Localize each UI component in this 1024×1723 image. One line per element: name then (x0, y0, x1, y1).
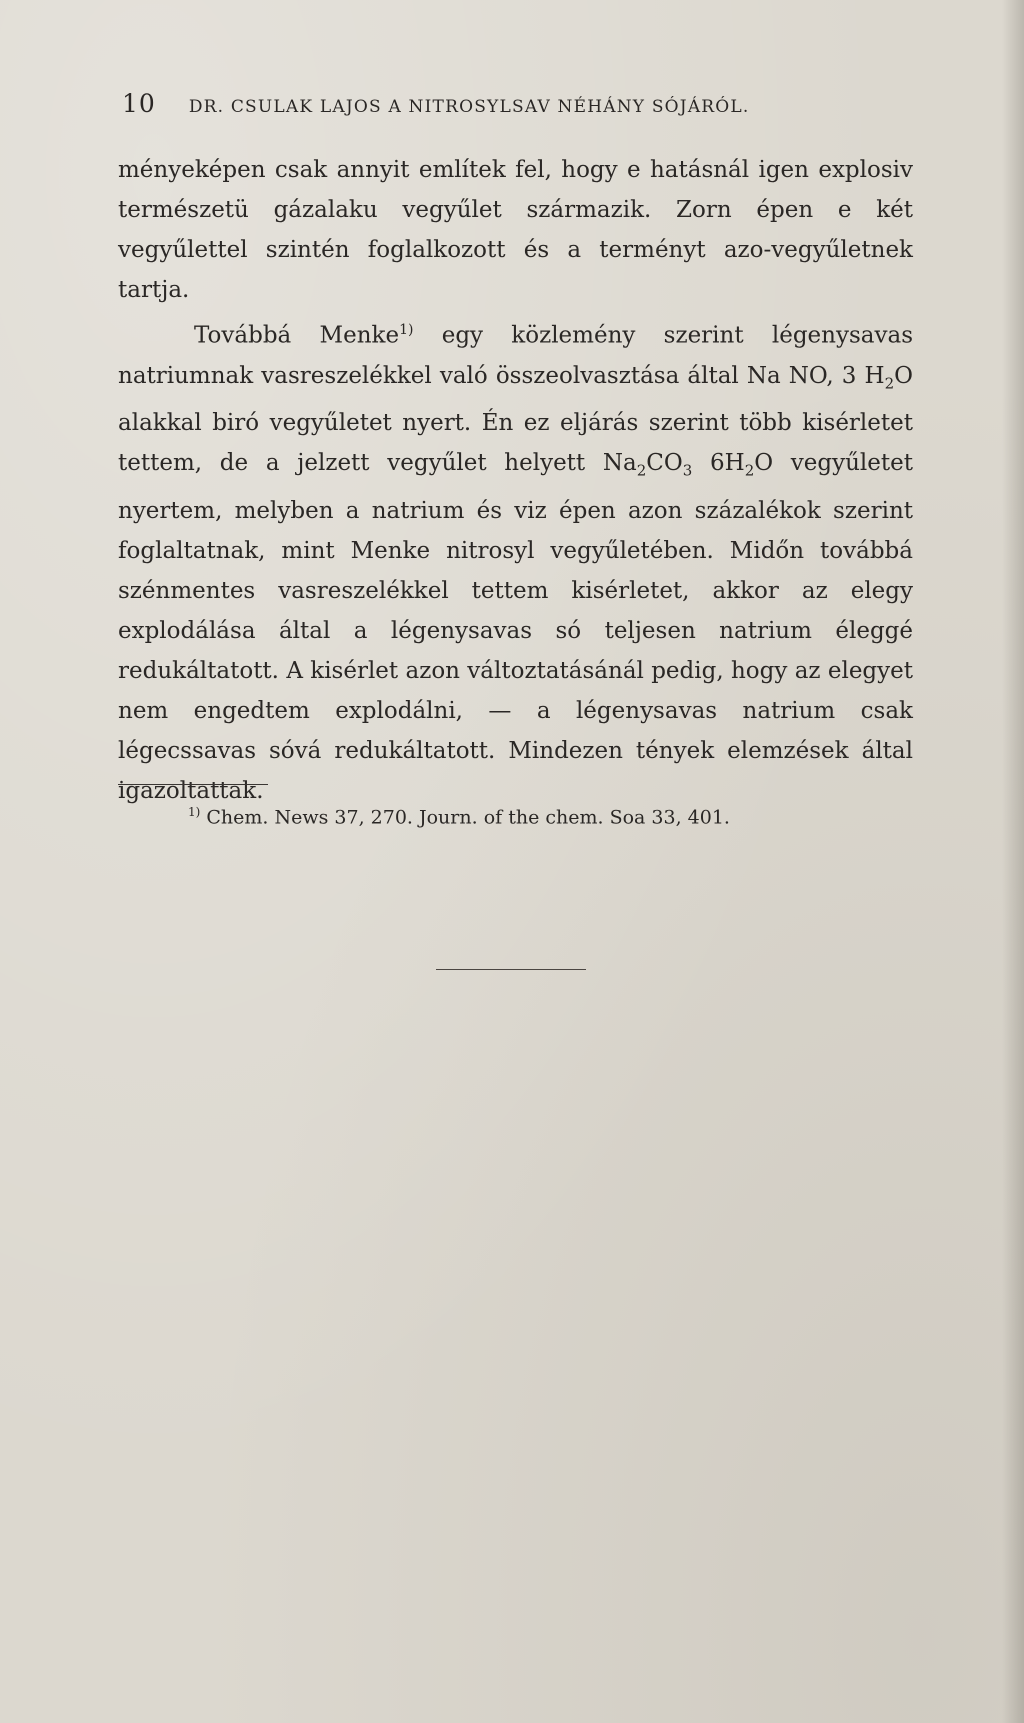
page-number: 10 (122, 89, 156, 118)
subscript-h2o: 2 (884, 374, 895, 393)
subscript-6h2o: 2 (744, 461, 755, 480)
paragraph-2-text-4: CO (646, 450, 683, 477)
paragraph-2-text-3: O alakkal biró vegyűletet nyert. Én ez eljárás szerint több kisérletet tettem, de a jelzett vegyűlet helyett Na (118, 362, 913, 477)
paragraph-1: ményeképen csak annyit említek fel, hogy e hatásnál igen explosiv természetü gázalaku vegyűlet származik. Zorn épen e két vegyűlettel szintén foglalkozott és a terményt azo-vegyűletnek tartja. (118, 157, 913, 303)
subscript-na2: 2 (636, 461, 647, 480)
footnote-reference: 1) (399, 322, 414, 338)
page-header (122, 88, 882, 120)
end-divider (436, 969, 586, 970)
paragraph-2 (118, 310, 913, 811)
paragraph-2-text-2: egy közlemény szerint légenysavas natriumnak vasreszelékkel való összeolvasztása által Na NO, 3 H (118, 322, 913, 389)
page-edge-shadow (1002, 0, 1024, 1723)
footnote (188, 797, 908, 832)
footnote-marker: 1) (188, 805, 201, 819)
subscript-co3: 3 (682, 461, 693, 480)
paragraph-2-text-5: 6H (692, 450, 745, 477)
paragraph-2-text-6: O vegyűletet nyertem, melyben a natrium és viz épen azon százalékok szerint foglaltatnak, mint Menke nitrosyl vegyűletében. Midőn továbbá szénmentes vasreszelékkel tettem kisérletet, akkor az elegy explodálása által a légenysavas só teljesen natrium éleggé redukáltatott. A kisérlet azon változtatásánál pedig, hogy az elegyet nem engedtem explodálni, — a légenysavas natrium csak légecssavas sóvá redukáltatott. Mindezen tények elemzések által igazoltattak. (118, 450, 913, 804)
footnote-text: Chem. News 37, 270. Journ. of the chem. Soa 33, 401. (200, 806, 730, 829)
paragraph-2-text-1: Továbbá Menke (194, 322, 400, 349)
footnote-divider (118, 784, 268, 785)
running-head: DR. CSULAK LAJOS A NITROSYLSAV NÉHÁNY SÓJÁRÓL. (188, 97, 750, 117)
body-text (118, 150, 913, 811)
